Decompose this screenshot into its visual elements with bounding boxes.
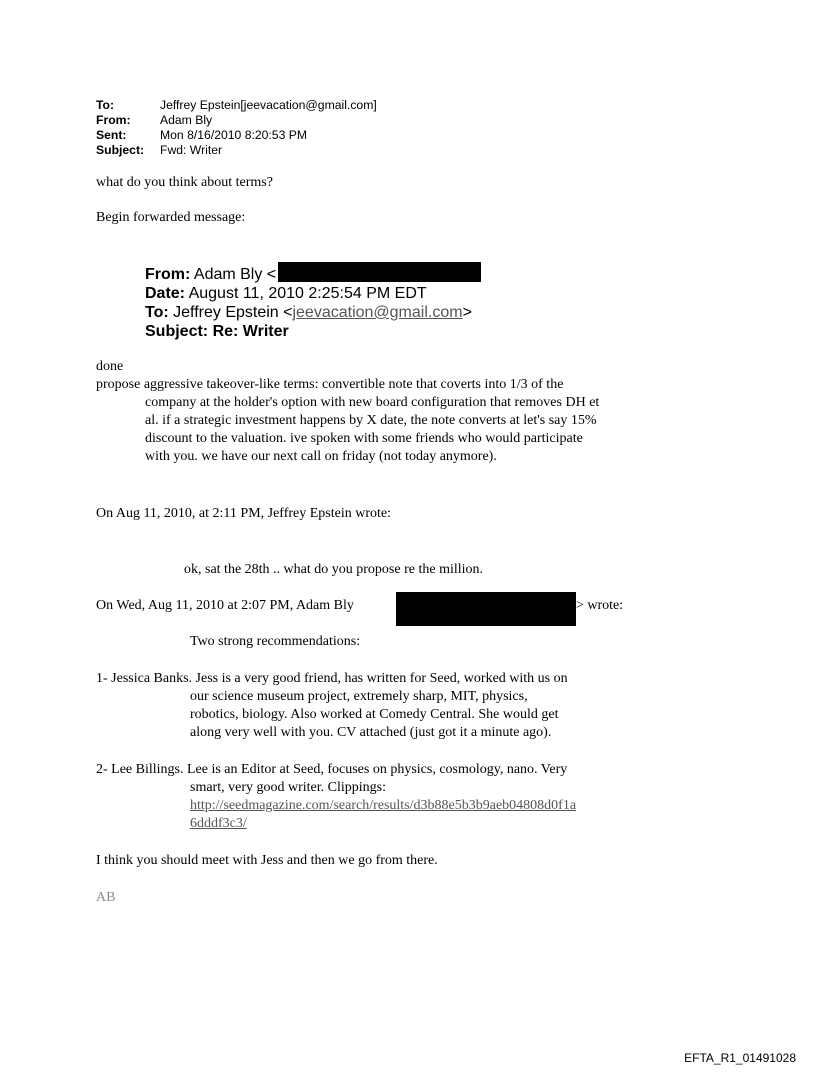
rec1-line: our science museum project, extremely sharp, MIT, physics, [190,689,528,704]
subject-label: Subject: [96,143,145,157]
fwd-to-email-link[interactable]: jeevacation@gmail.com [292,304,463,321]
fwd-to-row [145,303,472,322]
subject-value: Fwd: Writer [160,143,223,157]
rec1-line: robotics, biology. Also worked at Comedy Central. She would get [190,707,559,722]
to-label: To: [96,98,115,112]
from-value: Adam Bly [160,113,213,127]
fwd-from-row [145,265,276,284]
reply-done: done [96,359,124,374]
fwd-date-row [145,284,427,303]
message-line-2: Begin forwarded message: [96,210,246,225]
reply-line: al. if a strategic investment happens by X date, the note converts at let's say 15% [145,413,597,428]
fwd-date-value: August 11, 2010 2:25:54 PM EDT [188,285,427,302]
quote1-intro: On Aug 11, 2010, at 2:11 PM, Jeffrey Epstein wrote: [96,506,392,521]
reply-line: company at the holder's option with new board configuration that removes DH et [145,395,600,410]
closing-line: I think you should meet with Jess and then we go from there. [96,853,438,868]
clippings-link[interactable]: 6dddf3c3/ [190,816,247,831]
from-label: From: [96,113,131,127]
rec1-line: 1- Jessica Banks. Jess is a very good friend, has written for Seed, worked with us on [96,671,568,686]
fwd-subject-label: Subject: [145,323,209,340]
clippings-link[interactable]: http://seedmagazine.com/search/results/d3b88e5b3b9aeb04808d0f1a [190,798,577,813]
signature: AB [96,890,116,905]
quote2-intro-end: > wrote: [576,598,624,613]
fwd-from-label: From: [145,266,191,283]
rec-intro: Two strong recommendations: [190,634,361,649]
fwd-date-label: Date: [145,285,186,302]
fwd-subject-value: Re: Writer [212,323,289,340]
reply-line: propose aggressive takeover-like terms: convertible note that coverts into 1/3 of the [96,377,564,392]
fwd-from-value: Adam Bly < [193,266,277,283]
rec1-line: along very well with you. CV attached (just got it a minute ago). [190,725,552,740]
fwd-subject-row [145,322,289,341]
rec2-line: smart, very good writer. Clippings: [190,780,386,795]
document-id: EFTA_R1_01491028 [684,1051,796,1065]
to-value: Jeffrey Epstein[jeevacation@gmail.com] [160,98,377,112]
sent-label: Sent: [96,128,127,142]
rec2-line: 2- Lee Billings. Lee is an Editor at Seed, focuses on physics, cosmology, nano. Very [96,762,568,777]
message-line-1: what do you think about terms? [96,175,273,190]
quote2-intro-start: On Wed, Aug 11, 2010 at 2:07 PM, Adam Bly [96,598,354,613]
fwd-to-close: > [462,304,472,321]
sent-value: Mon 8/16/2010 8:20:53 PM [160,128,308,142]
reply-line: discount to the valuation. ive spoken with some friends who would participate [145,431,583,446]
reply-line: with you. we have our next call on friday (not today anymore). [145,449,497,464]
redaction-box [278,262,481,282]
fwd-to-label: To: [145,304,169,321]
quote1-text: ok, sat the 28th .. what do you propose re the million. [184,562,484,577]
fwd-to-name: Jeffrey Epstein < [173,304,293,321]
redaction-box [396,592,576,626]
